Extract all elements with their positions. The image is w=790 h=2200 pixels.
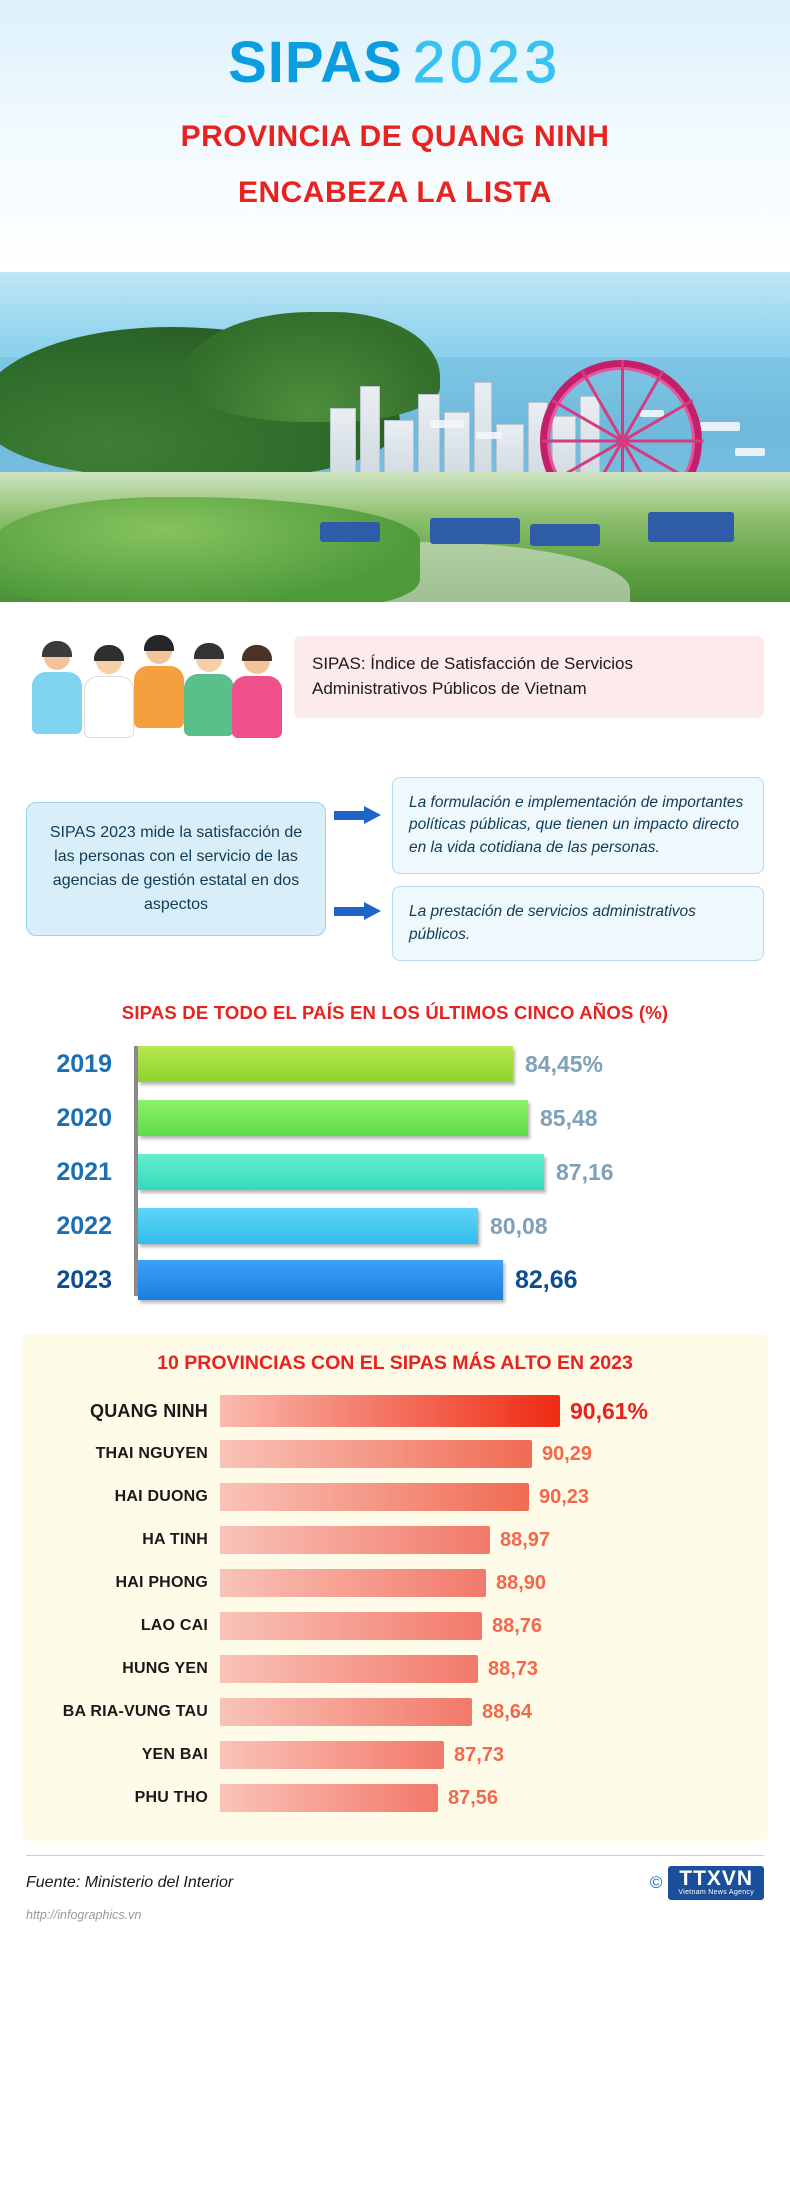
headline-line-1: PROVINCIA DE QUANG NINH: [180, 120, 610, 153]
chart2-value: 90,61%: [570, 1397, 649, 1424]
chart2-bar: [220, 1784, 438, 1812]
chart2-row: [42, 1434, 748, 1474]
aspect-item-1: La formulación e implementación de importantes políticas públicas, que tienen un impacto directo en la vida cotidiana de las personas.: [392, 777, 764, 874]
chart1-bar: [138, 1154, 544, 1190]
chart1-plot: [26, 1042, 764, 1302]
chart2-category: BA RIA-VUNG TAU: [62, 1703, 208, 1720]
chart2-bar: [220, 1655, 478, 1683]
header: [0, 0, 790, 272]
arrows-column: [326, 764, 392, 974]
chart1-value: 84,45%: [525, 1050, 604, 1077]
footer-divider: [26, 1855, 764, 1856]
chart2-value: 90,29: [542, 1442, 593, 1465]
chart1-value: 85,48: [540, 1104, 598, 1131]
source-label: Fuente: Ministerio del Interior: [26, 1874, 234, 1891]
chart2-bar: [220, 1483, 529, 1511]
chart1-category: 2022: [56, 1211, 112, 1240]
chart2-bar: [220, 1526, 490, 1554]
chart1-value: 87,16: [556, 1158, 614, 1185]
chart1-category: 2020: [56, 1103, 112, 1132]
aspects-list: [392, 777, 764, 961]
aspects-section: [0, 748, 790, 984]
chart1-bar: [138, 1208, 478, 1244]
brand-name: TTXVN: [679, 1867, 754, 1890]
chart1-bar: [138, 1046, 513, 1082]
chart2-value: 88,73: [488, 1657, 539, 1680]
chart-national-five-years: [0, 984, 790, 1320]
chart2-category: QUANG NINH: [90, 1400, 208, 1421]
chart2-bar: [220, 1612, 482, 1640]
chart2-bar: [220, 1741, 444, 1769]
brand-block: [650, 1866, 764, 1900]
chart2-title: 10 PROVINCIAS CON EL SIPAS MÁS ALTO EN 2023: [157, 1352, 633, 1374]
aspects-intro-box: SIPAS 2023 mide la satisfacción de las personas con el servicio de las agencias de gestión estatal en dos aspectos: [26, 802, 326, 936]
title-year: 2023: [412, 30, 562, 95]
people-illustration: [26, 616, 286, 738]
chart1-bar: [138, 1100, 528, 1136]
chart1-title: SIPAS DE TODO EL PAÍS EN LOS ÚLTIMOS CINCO AÑOS (%): [121, 1002, 669, 1023]
chart2-category: THAI NGUYEN: [95, 1445, 208, 1462]
chart2-bar: [220, 1698, 472, 1726]
chart2-row: [42, 1692, 748, 1732]
chart2-bar: [220, 1395, 560, 1427]
chart2-bar: [220, 1440, 532, 1468]
definition-strip: [0, 602, 790, 748]
arrow-right-icon-1: [334, 806, 382, 824]
chart2-row: [42, 1649, 748, 1689]
headline-line-2: ENCABEZA LA LISTA: [237, 176, 553, 209]
chart2-bar: [220, 1569, 486, 1597]
chart2-category: HUNG YEN: [122, 1660, 208, 1677]
chart1-category: 2019: [56, 1049, 112, 1078]
aspect-item-2: La prestación de servicios administrativos públicos.: [392, 886, 764, 961]
chart2-category: LAO CAI: [140, 1617, 208, 1634]
chart2-value: 87,73: [454, 1743, 505, 1766]
chart1-value: 80,08: [490, 1212, 548, 1239]
chart1-bar: [138, 1260, 503, 1300]
brand-subtitle: Vietnam News Agency: [678, 1889, 754, 1896]
chart2-value: 88,64: [482, 1700, 533, 1723]
chart2-value: 88,97: [500, 1528, 551, 1551]
chart2-category: HAI DUONG: [114, 1488, 208, 1505]
chart-top-provinces: [22, 1334, 768, 1841]
chart2-value: 88,90: [496, 1571, 547, 1594]
chart2-category: PHU THO: [134, 1789, 208, 1806]
title-sipas: SIPAS: [228, 30, 403, 95]
chart2-row: [42, 1391, 748, 1431]
page-title: [0, 30, 790, 95]
chart2-value: 87,56: [448, 1786, 499, 1809]
chart1-value: 82,66: [515, 1265, 578, 1294]
photo-foreground-trees: [0, 497, 420, 602]
chart2-category: HA TINH: [142, 1531, 208, 1548]
chart2-row: [42, 1606, 748, 1646]
chart2-row: [42, 1520, 748, 1560]
chart1-axis: [134, 1046, 138, 1296]
chart2-row: [42, 1563, 748, 1603]
footer-url[interactable]: http://infographics.vn: [26, 1908, 142, 1922]
footer: [0, 1841, 790, 1922]
arrow-right-icon-2: [334, 902, 382, 920]
chart2-category: YEN BAI: [141, 1746, 208, 1763]
chart2-value: 90,23: [539, 1485, 590, 1508]
chart2-category: HAI PHONG: [115, 1574, 208, 1591]
chart2-row: [42, 1735, 748, 1775]
chart2-row: [42, 1778, 748, 1818]
hero-photo: [0, 272, 790, 602]
chart1-category: 2021: [56, 1157, 112, 1186]
chart1-category: 2023: [56, 1265, 112, 1294]
definition-box: SIPAS: Índice de Satisfacción de Servicios Administrativos Públicos de Vietnam: [294, 636, 764, 717]
copyright-symbol: ©: [649, 1873, 663, 1892]
brand-logo: [668, 1866, 764, 1900]
chart2-value: 88,76: [492, 1614, 543, 1637]
chart2-row: [42, 1477, 748, 1517]
